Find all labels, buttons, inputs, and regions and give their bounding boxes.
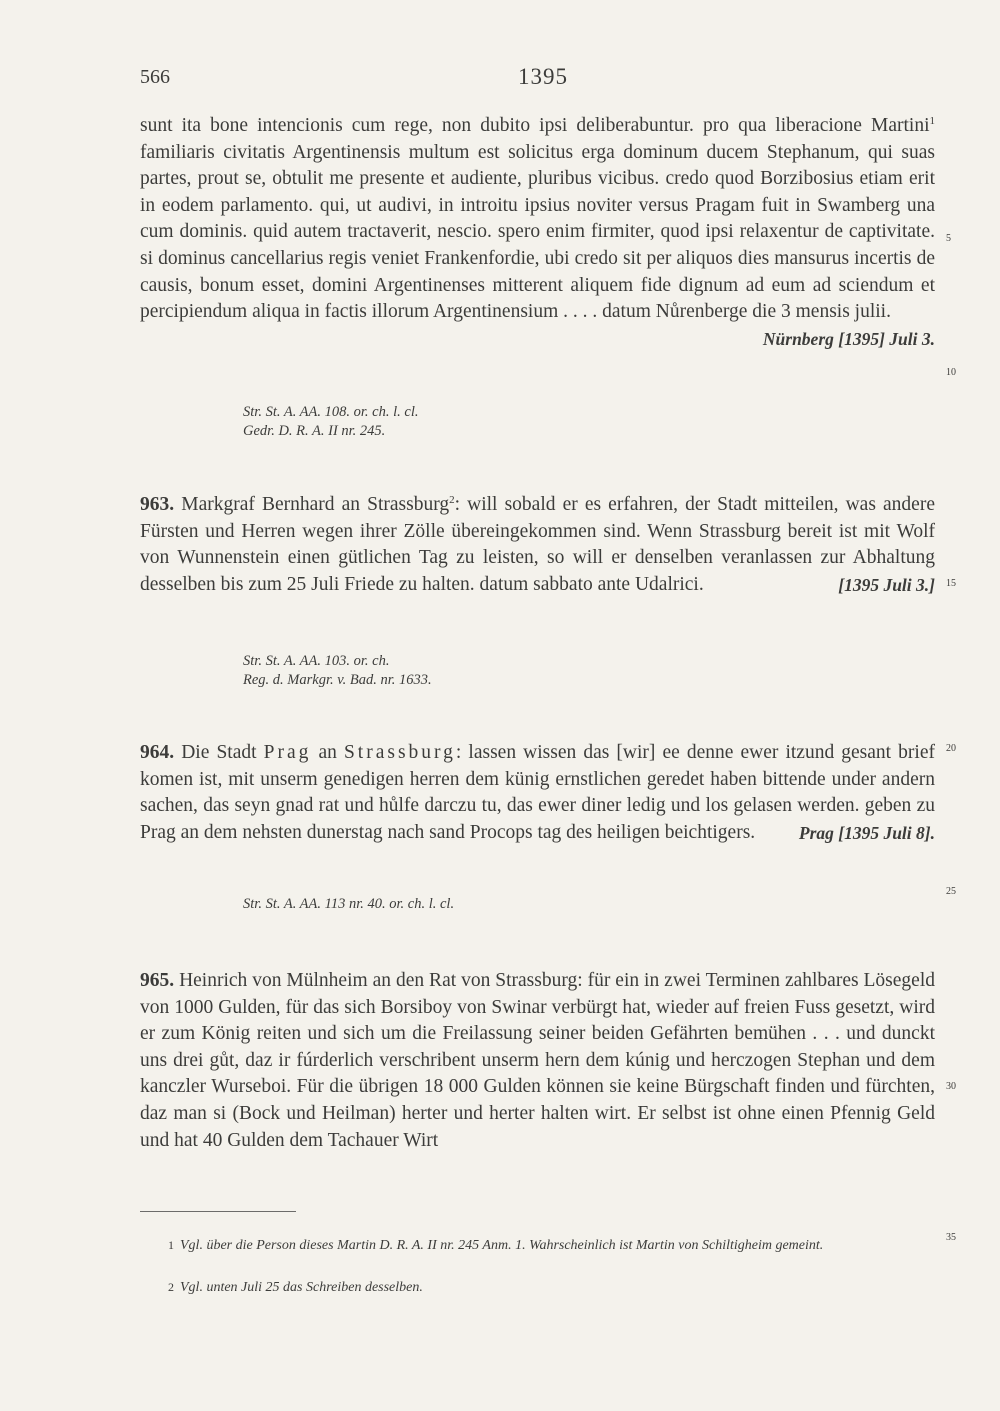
source-line: Str. St. A. AA. 108. or. ch. l. cl.: [243, 404, 419, 420]
page-number: 566: [140, 66, 170, 88]
place-name: Prag: [263, 742, 312, 763]
margin-line-number: 35: [946, 1232, 956, 1243]
entry-text: Heinrich von Mülnheim an den Rat von Strassburg: für ein in zwei Terminen zahlbares Lösegeld von 1000 Gulden, für das sich Borsiboy von Swinar verbürgt hat, wieder auf freien Fuss gesetzt, wird er zum König reiten und sich um die Freilassung seiner beiden Gefährten bemühen . . . und dunckt uns drei gůt, daz ir fúrderlich verschribent unserm hern dem kúnig und herczogen Stephan und dem kanczler Wurseboi. Für die übrigen 18 000 Gulden können sie keine Bürgschaft finden und fürchten, daz man si (Bock und Heilman) herter und herter halten wirt. Er selbst ist ohne einen Pfennig Geld und hat 40 Gulden dem Tachauer Wirt: [140, 970, 935, 1151]
margin-line-number: 15: [946, 578, 956, 589]
footnote-ref: 2: [449, 494, 455, 506]
body-text: familiaris civitatis Argentinensis multum est solicitus erga dominum ducem Stephanum, qui suas partes, prout se, obtulit me presente et audiente, pluribus vicibus. credo quod Borzibosius etiam erit in eodem parlamento. qui, ut audivi, in introitu ipsius noviter versus Pragam fuit in Swamberg una cum dominis. quid autem tractaverit, nescio. spero enim firmiter, quod ipsi relaxentur de captivitate. si dominus cancellarius regis veniet Frankenfordie, ubi credo sit per aliquos dies mansurus incertis de causis, bonum esset, domini Argentinenses mitterent aliquem fide dignum ad eum ad sciendum et percipiendum aliqua in factis illorum Argentinensium . . . . datum Nůrenberge die 3 mensis julii.: [140, 141, 935, 323]
entry-number: 965.: [140, 970, 175, 991]
entry-text: an: [311, 742, 344, 763]
footnote: [140, 1278, 935, 1297]
margin-line-number: 30: [946, 1081, 956, 1092]
footnote-mark: 2: [168, 1280, 174, 1294]
entry-text: : will sobald er es erfahren, der Stadt mitteilen, was andere Fürsten und Herren wegen ihrer Zölle übereingekommen sind. Wenn Strassburg bereit ist mit Wolf von Wunnenstein einen gütlichen Tag zu leisten, so will er denselben veranlassen zur Abhaltung desselben bis zum 25 Juli Friede zu halten. datum sabbato ante Udalrici.: [140, 494, 935, 595]
letter-body-962: [140, 113, 935, 352]
entry-number: 964.: [140, 742, 175, 763]
margin-line-number: 10: [946, 367, 956, 378]
source-line: Str. St. A. AA. 103. or. ch.: [243, 653, 390, 669]
source-line: Str. St. A. AA. 113 nr. 40. or. ch. l. cl.: [243, 896, 455, 912]
entry-965: [140, 968, 935, 1154]
source-citation: [243, 403, 418, 440]
entry-963: [140, 492, 935, 598]
margin-line-number: 5: [946, 233, 951, 244]
footnote-divider: [140, 1211, 296, 1212]
body-text: sunt ita bone intencionis cum rege, non dubito ipsi deliberabuntur. pro qua liberacione Martini: [140, 115, 930, 136]
entry-text: Die Stadt: [174, 742, 264, 763]
source-line: Reg. d. Markgr. v. Bad. nr. 1633.: [243, 671, 432, 688]
margin-line-number: 25: [946, 886, 956, 897]
entry-text: Markgraf Bernhard an Strassburg: [174, 494, 450, 515]
entry-number: 963.: [140, 494, 175, 515]
footnote-text: Vgl. über die Person dieses Martin D. R. A. II nr. 245 Anm. 1. Wahrscheinlich ist Martin von Schiltigheim gemeint.: [180, 1238, 824, 1253]
entry-text: : lassen wissen das [wir] ee denne ewer itzund gesant brief komen ist, mit unserm genedigen herren dem künig ernstlichen geredet haben bittende under andern sachen, das seyn gnad rat und hůlfe darczu tu, das ewer diner ledig und los gelasen werden. geben zu Prag an dem nehsten dunerstag nach sand Procops tag des heiligen beichtigers.: [140, 742, 935, 843]
footnote-mark: 1: [168, 1238, 174, 1252]
dateline: [1395 Juli 3.]: [838, 574, 935, 595]
footnote-text: Vgl. unten Juli 25 das Schreiben desselben.: [180, 1280, 423, 1295]
place-name: Strassburg: [343, 742, 456, 763]
source-citation: [243, 652, 432, 689]
dateline: Nürnberg [1395] Juli 3.: [762, 328, 935, 349]
source-citation: [243, 895, 454, 914]
dateline: Prag [1395 Juli 8].: [798, 822, 935, 843]
source-line: Gedr. D. R. A. II nr. 245.: [243, 422, 386, 439]
margin-line-number: 20: [946, 743, 956, 754]
footnote-ref: 1: [929, 115, 935, 127]
entry-964: [140, 740, 935, 846]
footnote: [140, 1236, 935, 1255]
running-head-year: 1395: [518, 64, 568, 89]
